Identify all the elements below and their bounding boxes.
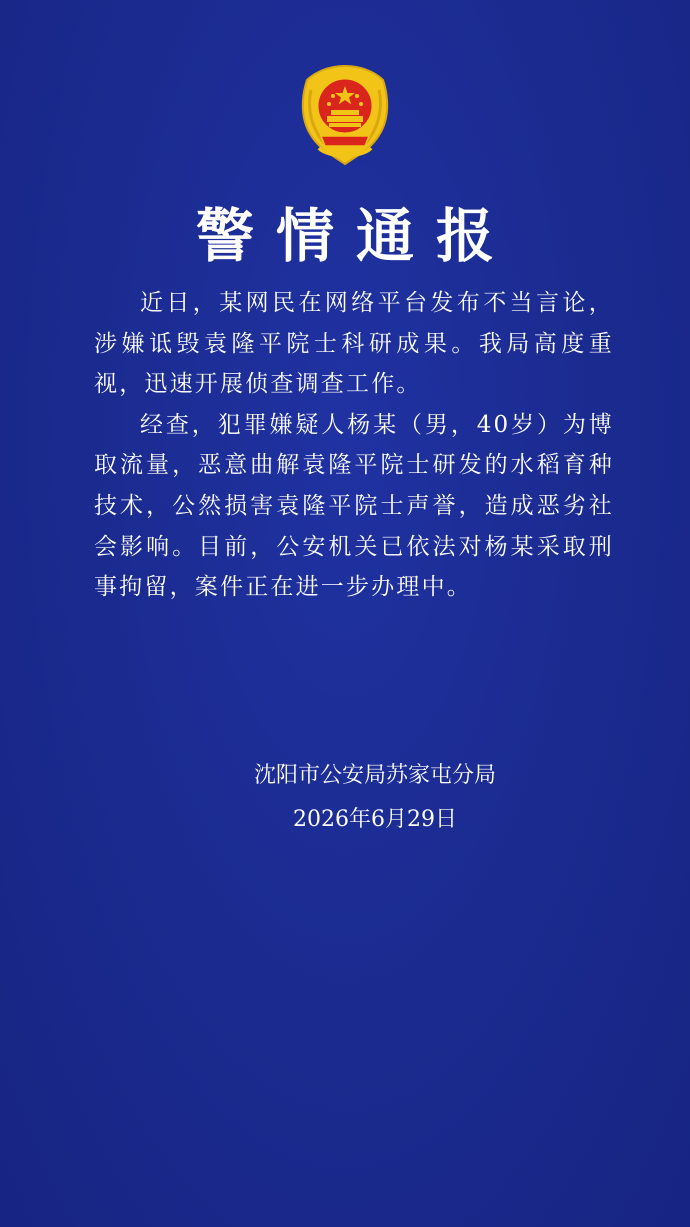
paragraph-2: 经查，犯罪嫌疑人杨某（男，40岁）为博取流量，恶意曲解袁隆平院士研发的水稻育种技术，公然损害袁隆平院士声誉，造成恶劣社会影响。目前，公安机关已依法对杨某采取刑事拘留，案件正在进一步办理中。	[94, 411, 614, 601]
police-emblem-icon	[291, 62, 399, 170]
paragraph-1: 近日，某网民在网络平台发布不当言论，涉嫌诋毁袁隆平院士科研成果。我局高度重视，迅速开展侦查调查工作。	[94, 290, 614, 398]
issue-date: 2026年6月29日	[293, 807, 457, 832]
notice-title: 警情通报	[195, 202, 516, 270]
issuing-organization: 沈阳市公安局苏家屯分局	[253, 763, 496, 788]
notice-body	[94, 283, 614, 608]
